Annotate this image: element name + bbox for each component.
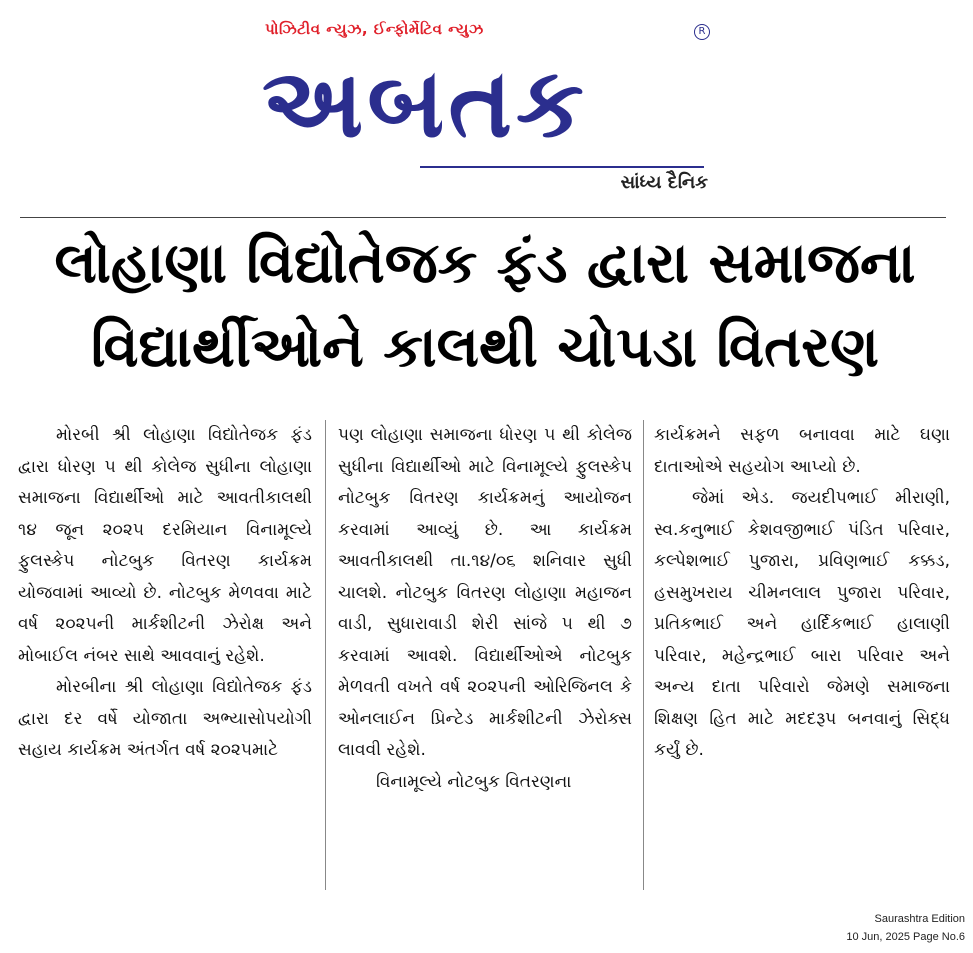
masthead-tagline: પોઝિટીવ ન્યુઝ, ઈન્ફોર્મેટિવ ન્યુઝ: [265, 20, 484, 38]
edition-date-page: 10 Jun, 2025 Page No.6: [846, 931, 965, 943]
article-column-2: [338, 420, 632, 900]
newspaper-logo: અબતક: [262, 47, 588, 159]
column-divider-2: [643, 420, 644, 890]
column-2-paragraph-1: પણ લોહાણા સમાજના ધોરણ ૫ થી કોલેજ સુધીના વિદ્યાર્થીઓ માટે વિનામૂલ્યે ફુલસ્કેપ નોટબુક વિતરણ કાર્યક્રમનું આયોજન કરવામાં આવ્યું છે. આ કાર્યક્રમ આવતીકાલથી તા.૧૪/૦૬ શનિવાર સુધી ચાલશે. નોટબુક વિતરણ લોહાણા મહાજન વાડી, સુધારાવાડી શેરી સાંજે ૫ થી ૭ કરવામાં આવશે. વિદ્યાર્થીઓએ નોટબુક મેળવતી વખતે વર્ષ ૨૦૨૫ની ઓરિજિનલ કે ઓનલાઈન પ્રિન્ટેડ માર્કશીટની ઝેરોક્સ લાવવી રહેશે.: [338, 425, 632, 760]
article-column-1: [18, 420, 312, 900]
masthead: [0, 0, 973, 215]
column-3-paragraph-1: કાર્યક્રમને સફળ બનાવવા માટે ઘણા દાતાઓએ સહયોગ આપ્યો છે.: [654, 425, 950, 477]
headline-line-2: વિદ્યાર્થીઓને કાલથી ચોપડા વિતરણ: [90, 315, 879, 380]
column-divider-1: [325, 420, 326, 890]
column-2-paragraph-2: વિનામૂલ્યે નોટબુક વિતરણના: [376, 771, 572, 792]
article-column-3: [654, 420, 950, 900]
registered-trademark-icon: R: [694, 24, 710, 40]
masthead-subtitle: સાંધ્ય દૈનિક: [620, 172, 708, 193]
edition-info: [846, 910, 965, 946]
column-1-paragraph-1: મોરબી શ્રી લોહાણા વિદ્યોતેજક ફંડ દ્વારા ધોરણ ૫ થી કોલેજ સુધીના લોહાણા સમાજના વિદ્યાર્થીઓ માટે આવતીકાલથી ૧૪ જૂન ૨૦૨૫ દરમિયાન વિનામૂલ્યે ફુલસ્કેપ નોટબુક વિતરણ કાર્યક્રમ યોજવામાં આવ્યો છે. નોટબુક મેળવવા માટે વર્ષ ૨૦૨૫ની માર્કશીટની ઝેરોક્ષ અને મોબાઈલ નંબર સાથે આવવાનું રહેશે.: [18, 425, 312, 666]
edition-name: Saurashtra Edition: [874, 913, 965, 925]
column-1-paragraph-2: મોરબીના શ્રી લોહાણા વિદ્યોતેજક ફંડ દ્વારા દર વર્ષે યોજાતા અભ્યાસોપયોગી સહાય કાર્યક્રમ અંતર્ગત વર્ષ ૨૦૨૫માટે: [18, 677, 312, 760]
header-divider: [20, 217, 946, 218]
article-headline: [20, 222, 950, 390]
logo-underline: [420, 166, 704, 168]
column-3-paragraph-2: જેમાં એડ. જયદીપભાઈ મીરાણી, સ્વ.કનુભાઈ કેશવજીભાઈ પંડિત પરિવાર, કલ્પેશભાઈ પુજારા, પ્રવિણભાઈ કક્કડ, હસમુખરાય ચીમનલાલ પુજારા પરિવાર, પ્રતિકભાઈ અને હાર્દિકભાઈ હાલાણી પરિવાર, મહેન્દ્રભાઈ બારા પરિવાર અને અન્ય દાતા પરિવારો જેમણે સમાજના શિક્ષણ હિત માટે મદદરૂપ બનવાનું સિદ્ધ કર્યું છે.: [654, 488, 950, 760]
headline-line-1: લોહાણા વિદ્યોતેજક ફંડ દ્વારા સમાજના: [54, 231, 916, 296]
